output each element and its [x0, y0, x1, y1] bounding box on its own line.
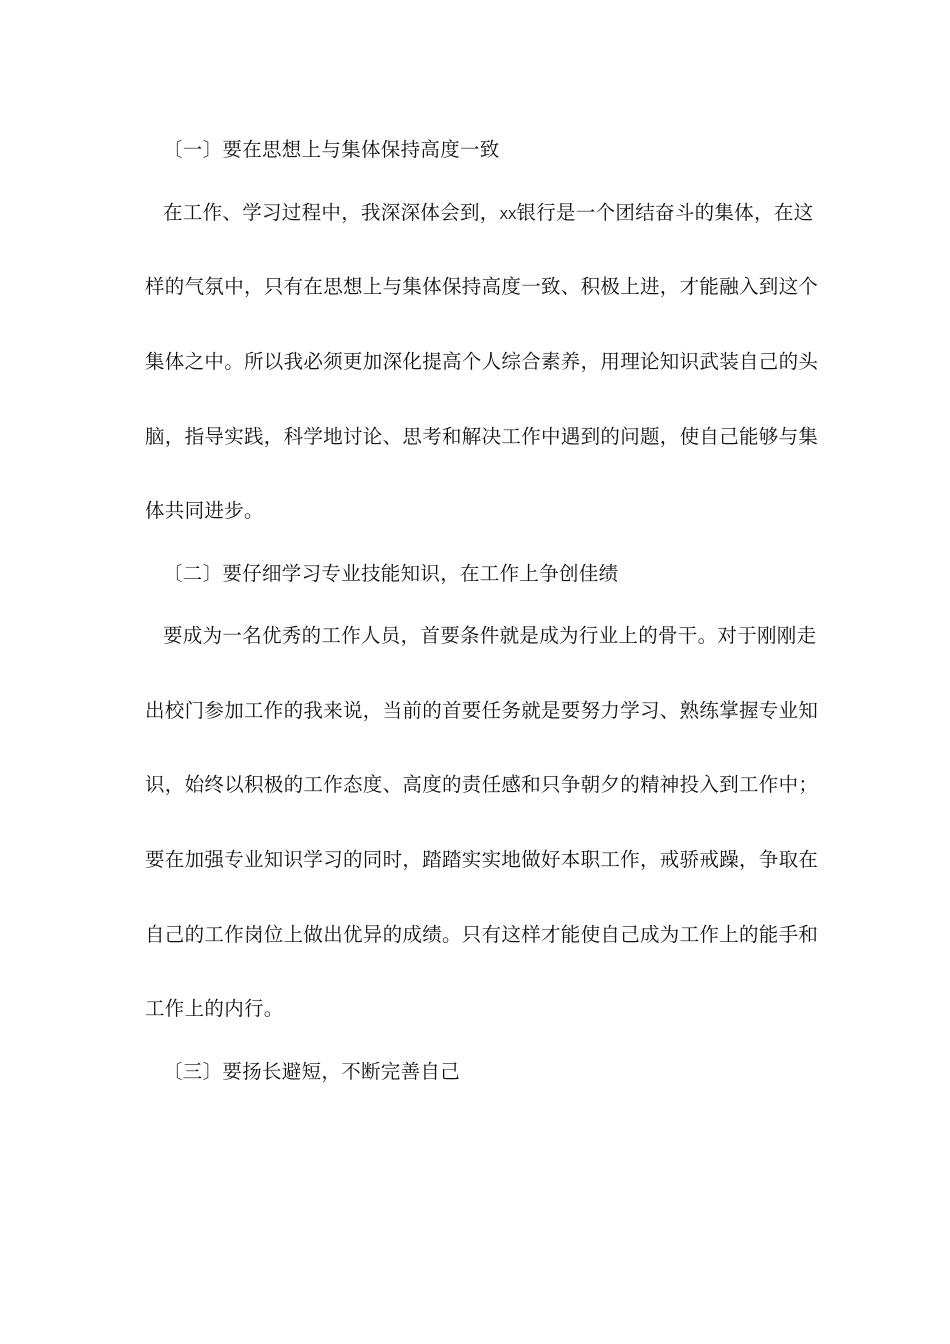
section-1-line-1-end: 银行是一个团结奋斗的集体，在这	[516, 201, 814, 224]
section-1-line-1	[163, 200, 823, 229]
section-3-heading: 〔三〕要扬长避短，不断完善自己	[163, 1060, 461, 1083]
section-2-line-3: 识，始终以积极的工作态度、高度的责任感和只争朝夕的精神投入到工作中；	[145, 773, 819, 796]
section-1-line-1-start: 在工作、学习过程中，我深深体会到，	[163, 201, 500, 224]
section-1-line-5: 体共同进步。	[145, 499, 264, 522]
section-1-line-4: 脑，指导实践，科学地讨论、思考和解决工作中遇到的问题，使自己能够与集	[145, 425, 819, 448]
bank-name-code: XX	[499, 208, 517, 224]
section-2-line-5: 自己的工作岗位上做出优异的成绩。只有这样才能使自己成为工作上的能手和	[145, 923, 819, 946]
section-2-line-1: 要成为一名优秀的工作人员，首要条件就是成为行业上的骨干。对于刚刚走	[163, 624, 817, 647]
section-2-line-4: 要在加强专业知识学习的同时，踏踏实实地做好本职工作，戒骄戒躁，争取在	[145, 848, 819, 871]
section-1-line-3: 集体之中。所以我必须更加深化提高个人综合素养，用理论知识武装自己的头	[145, 350, 819, 373]
section-1-line-2: 样的气氛中，只有在思想上与集体保持高度一致、积极上进，才能融入到这个	[145, 275, 819, 298]
section-2-line-2: 出校门参加工作的我来说，当前的首要任务就是要努力学习、熟练掌握专业知	[145, 699, 819, 722]
section-2-heading: 〔二〕要仔细学习专业技能知识，在工作上争创佳绩	[163, 562, 619, 585]
section-2-line-6: 工作上的内行。	[145, 997, 284, 1020]
section-1-heading: 〔一〕要在思想上与集体保持高度一致	[163, 138, 500, 161]
